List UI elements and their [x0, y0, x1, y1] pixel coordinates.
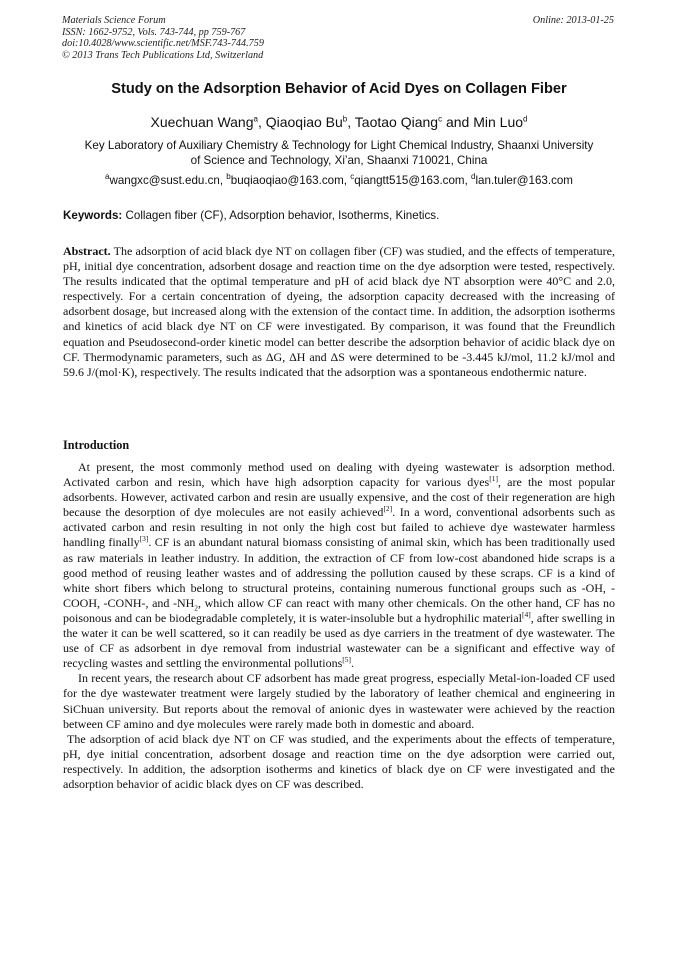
email-mark: c	[350, 172, 355, 182]
abstract-label: Abstract.	[63, 244, 111, 258]
introduction-body	[63, 460, 615, 792]
author-separator: and	[442, 114, 474, 130]
journal-name: Materials Science Forum	[62, 15, 166, 26]
author-mark: c	[438, 114, 443, 124]
email-list	[40, 173, 638, 188]
abstract	[63, 244, 615, 380]
author-mark: a	[253, 114, 258, 124]
author-name: Min Luo	[473, 114, 524, 130]
keywords-label: Keywords:	[63, 209, 123, 222]
email-separator: ,	[219, 174, 227, 187]
doi-line: doi:10.4028/www.scientific.net/MSF.743-744.759	[62, 38, 264, 50]
citation: [3]	[139, 534, 149, 544]
journal-info	[62, 15, 264, 61]
email-separator: ,	[464, 174, 472, 187]
keywords	[63, 208, 623, 223]
paper-title: Study on the Adsorption Behavior of Acid Dyes on Collagen Fiber	[111, 81, 567, 97]
paragraph: In recent years, the research about CF adsorbent has made great progress, especially Metal-ion-loaded CF used for the dye wastewater treatment were largely studied by the laboratory of leather chemical and engineering in SiChuan university. But reports about the removal of anionic dyes in wastewater were achieved by the reaction between CF amino and dye molecules were rarely made both in domestic and aboard.	[63, 671, 615, 731]
email-address: wangxc@sust.edu.cn	[109, 174, 220, 187]
affiliation-line: Key Laboratory of Auxiliary Chemistry & Technology for Light Chemical Industry, Shaanxi University	[84, 139, 594, 152]
text-run: At present, the most commonly method used on dealing with dyeing wastewater is adsorption method. Activated carbon and resin, which have high adsorption capacity for various dyes	[63, 460, 615, 490]
author-name: Taotao Qiang	[354, 114, 439, 130]
email-mark: b	[226, 172, 231, 182]
email-separator: ,	[343, 174, 351, 187]
subscript: 2	[194, 603, 199, 613]
author-mark: b	[342, 114, 348, 124]
email-mark: d	[471, 172, 476, 182]
citation: [4]	[521, 609, 531, 619]
author-separator: ,	[347, 114, 355, 130]
affiliation-line: of Science and Technology, Xi’an, Shaanxi 710021, China	[190, 154, 488, 167]
email-mark: a	[105, 172, 110, 182]
author-list	[40, 113, 638, 131]
email-address: lan.tuler@163.com	[475, 174, 573, 187]
author-name: Xuechuan Wang	[150, 114, 254, 130]
abstract-text: The adsorption of acid black dye NT on collagen fiber (CF) was studied, and the effects of temperature, pH, initial dye concentration, adsorbent dosage and reaction time on the dye adsorption were tested, respectively. The results indicated that the optimal temperature and pH of acid black dye NT absorption were 40°C and 2.0, respectively. For a certain concentration of dyeing, the adsorption capacity decreased with the increasing of adsorbent dosage, but increased along with the extension of the contact time. In addition, the adsorption isotherms and kinetics of acid black dye NT on CF were investigated. By comparison, it was found that the Freundlich equation and Pseudosecond-order kinetic model can better describe the adsorption behavior of acidic black dye on CF. Thermodynamic parameters, such as ΔG, ΔH and ΔS were determined to be -3.445 kJ/mol, 11.2 kJ/mol and 59.6 J/(mol·K), respectively. The results indicated that the adsorption was a spontaneous endothermic nature.	[63, 244, 615, 379]
citation: [2]	[383, 504, 393, 514]
author-mark: d	[523, 114, 528, 124]
citation: [1]	[489, 474, 498, 484]
copyright-line: © 2013 Trans Tech Publications Ltd, Switzerland	[62, 49, 264, 61]
text-run: , are the most popular adsorbents. However, activated carbon and resin are usually expensive, and the cost of their regeneration are high because the desorption of dye molecules are not easily achieved	[63, 475, 615, 520]
affiliation	[40, 138, 638, 168]
text-run: . In a word, conventional adsorbents such as activated carbon and resin resulting in not only the high cost but failed to achieve dye wastewater harmless handling finally	[63, 505, 616, 550]
text-run: , after swelling in the water it can be well scattered, so it can readily be used as dye carriers in the treatment of dye wastewater. The use of CF as adsorbent in dye removal from industrial wastewater can be a significant and effective way of recycling wastes and settling the environmental pollutions	[63, 610, 615, 671]
text-run: . CF is an abundant natural biomass consisting of animal skin, which has been traditionally used as raw materials in leather industry. In addition, the extraction of CF from low-cost abandoned hide scraps is a good method of reusing leather wastes and of addressing the pollution caused by these scraps. CF is a kind of white short fibers which belong to structural proteins, containing numerous functional groups such as -OH, -COOH, -CONH-, and -NH	[63, 535, 615, 610]
paragraph	[63, 460, 615, 671]
email-address: buqiaoqiao@163.com	[230, 174, 344, 187]
author-name: Qiaoqiao Bu	[265, 114, 343, 130]
email-address: qiangtt515@163.com	[354, 174, 465, 187]
citation: [5]	[342, 655, 352, 665]
section-heading-introduction: Introduction	[63, 438, 130, 452]
issn-line: ISSN: 1662-9752, Vols. 743-744, pp 759-767	[62, 26, 246, 38]
author-separator: ,	[257, 114, 266, 130]
online-date: Online: 2013-01-25	[532, 15, 614, 26]
text-run: .	[351, 656, 355, 671]
text-run: , which allow CF can react with many other chemicals. On the other hand, CF has no poisonous and can be biodegradable completely, it is water-insoluble but a hydrophilic material	[63, 595, 616, 625]
paragraph: The adsorption of acid black dye NT on CF was studied, and the experiments about the effects of temperature, pH, dye initial concentration, adsorbent dosage and reaction time on the dye adsorption were carried out, respectively. In addition, the adsorption isotherms and kinetics of black dye on CF were investigated and the adsorption behavior of acidic black dyes on CF was described.	[63, 731, 615, 791]
keywords-text: Collagen fiber (CF), Adsorption behavior, Isotherms, Kinetics.	[122, 209, 440, 222]
